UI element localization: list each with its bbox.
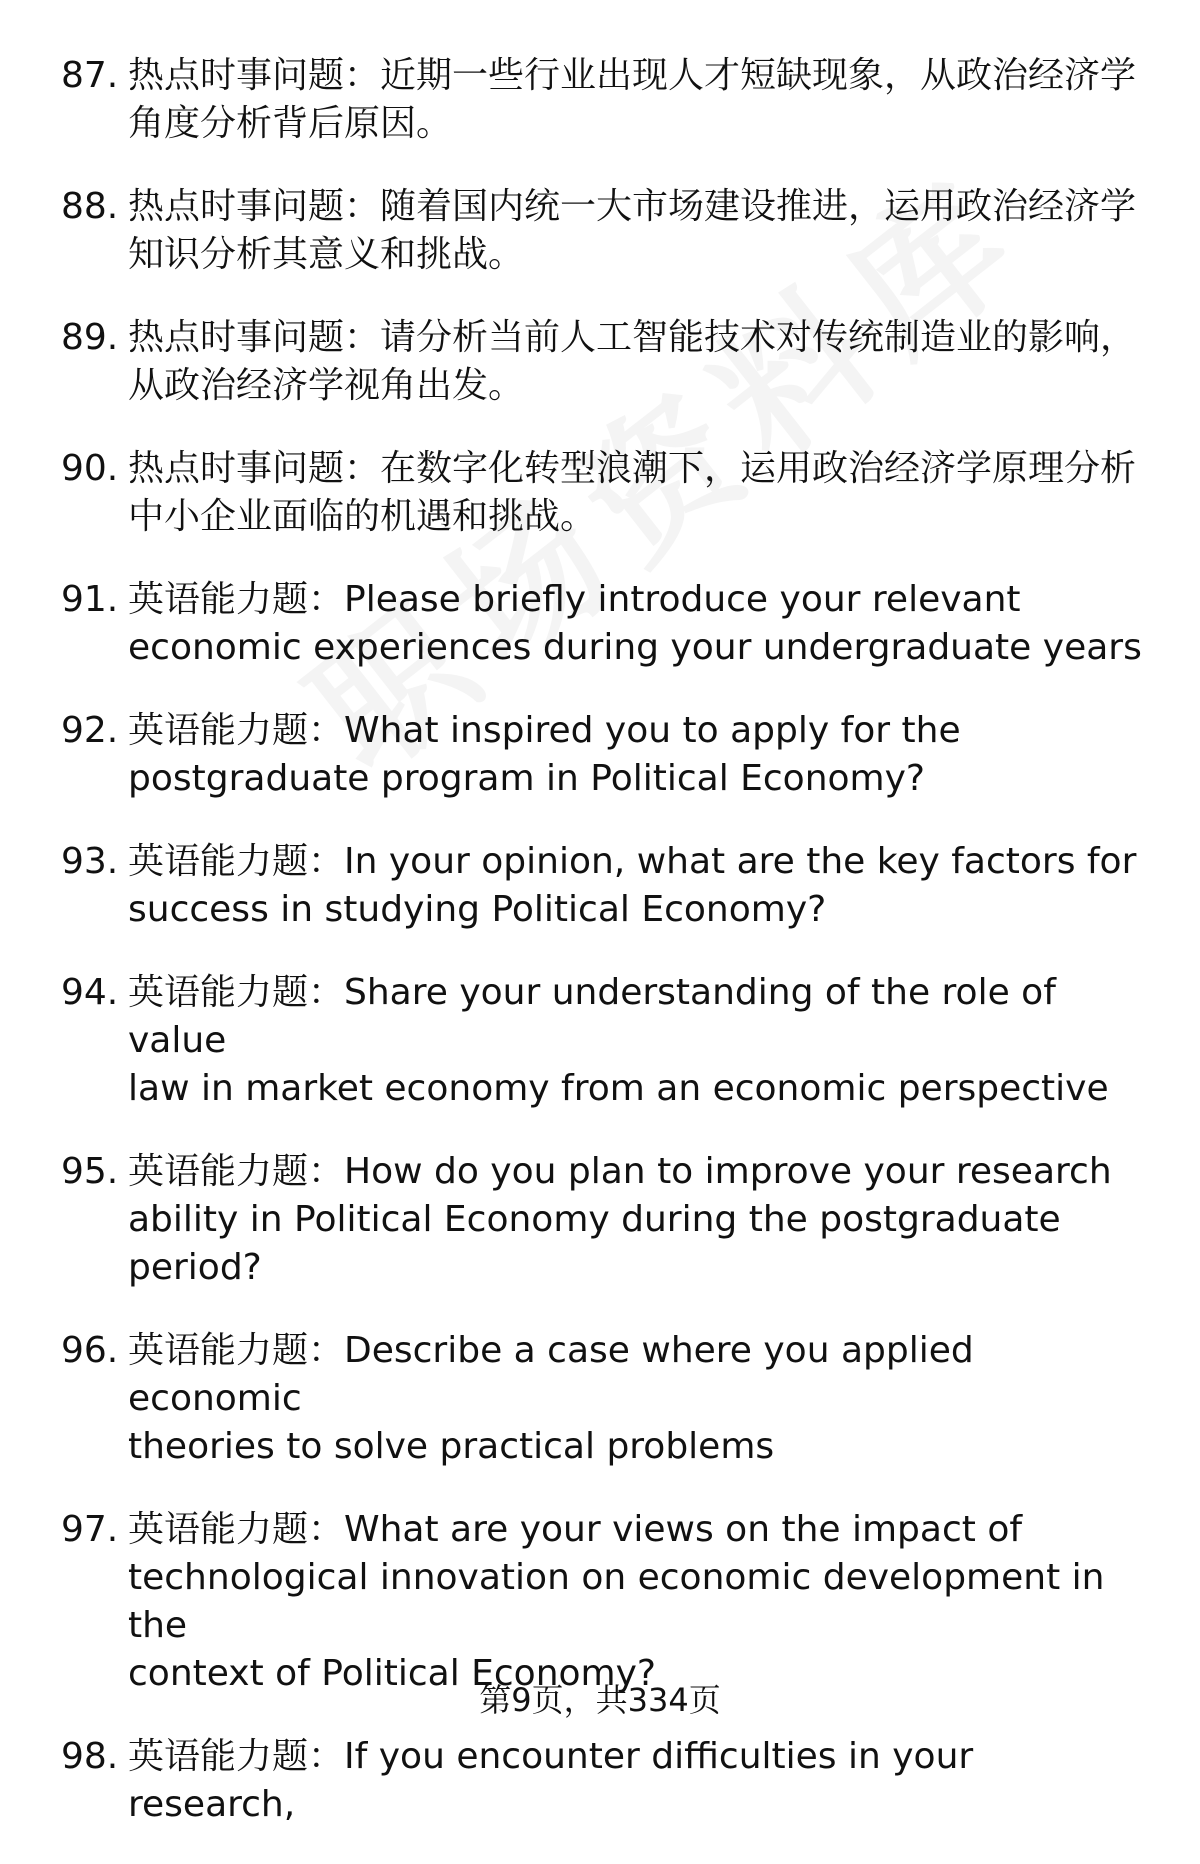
item-text: 英语能力题：How do you plan to improve your research ability in Political Economy during the postgraduate period?: [128, 1151, 1112, 1288]
item-text: 英语能力题：Share your understanding of the role of value law in market economy from an economic perspective: [128, 972, 1109, 1109]
list-item: [0, 707, 1200, 803]
list-item: [0, 1506, 1200, 1698]
item-number: 97.: [61, 1509, 119, 1550]
list-item: [0, 1148, 1200, 1292]
item-text: 英语能力题：What inspired you to apply for the postgraduate program in Political Economy?: [128, 710, 961, 799]
list-item: [0, 1733, 1200, 1829]
item-text: 热点时事问题：随着国内统一大市场建设推进，运用政治经济学 知识分析其意义和挑战。: [128, 186, 1137, 275]
question-list: [0, 52, 1200, 1864]
item-number: 94.: [61, 972, 119, 1013]
item-number: 89.: [61, 317, 119, 358]
item-number: 87.: [61, 55, 119, 96]
item-text: 英语能力题：If you encounter difficulties in your research,: [128, 1736, 985, 1825]
item-number: 93.: [61, 841, 119, 882]
list-item: [0, 314, 1200, 410]
page-footer: 第9页，共334页: [479, 1681, 721, 1719]
item-number: 95.: [61, 1151, 119, 1192]
item-number: 98.: [61, 1736, 119, 1777]
item-number: 90.: [61, 448, 119, 489]
list-item: [0, 183, 1200, 279]
item-text: 热点时事问题：近期一些行业出现人才短缺现象，从政治经济学 角度分析背后原因。: [128, 55, 1137, 144]
list-item: [0, 52, 1200, 148]
item-text: 英语能力题：Please briefly introduce your relevant economic experiences during your undergraduate years: [128, 579, 1142, 668]
list-item: [0, 969, 1200, 1113]
list-item: [0, 445, 1200, 541]
item-number: 91.: [61, 579, 119, 620]
item-number: 88.: [61, 186, 119, 227]
item-text: 英语能力题：In your opinion, what are the key factors for success in studying Political Economy?: [128, 841, 1137, 930]
item-text: 热点时事问题：在数字化转型浪潮下，运用政治经济学原理分析 中小企业面临的机遇和挑战。: [128, 448, 1137, 537]
list-item: [0, 1327, 1200, 1471]
list-item: [0, 838, 1200, 934]
list-item: [0, 576, 1200, 672]
item-text: 热点时事问题：请分析当前人工智能技术对传统制造业的影响， 从政治经济学视角出发。: [128, 317, 1137, 406]
item-text: 英语能力题：Describe a case where you applied economic theories to solve practical problems: [128, 1330, 974, 1467]
item-number: 96.: [61, 1330, 119, 1371]
item-number: 92.: [61, 710, 119, 751]
item-text: 英语能力题：What are your views on the impact of technological innovation on economic development in the context of Political Economy?: [128, 1509, 1105, 1694]
